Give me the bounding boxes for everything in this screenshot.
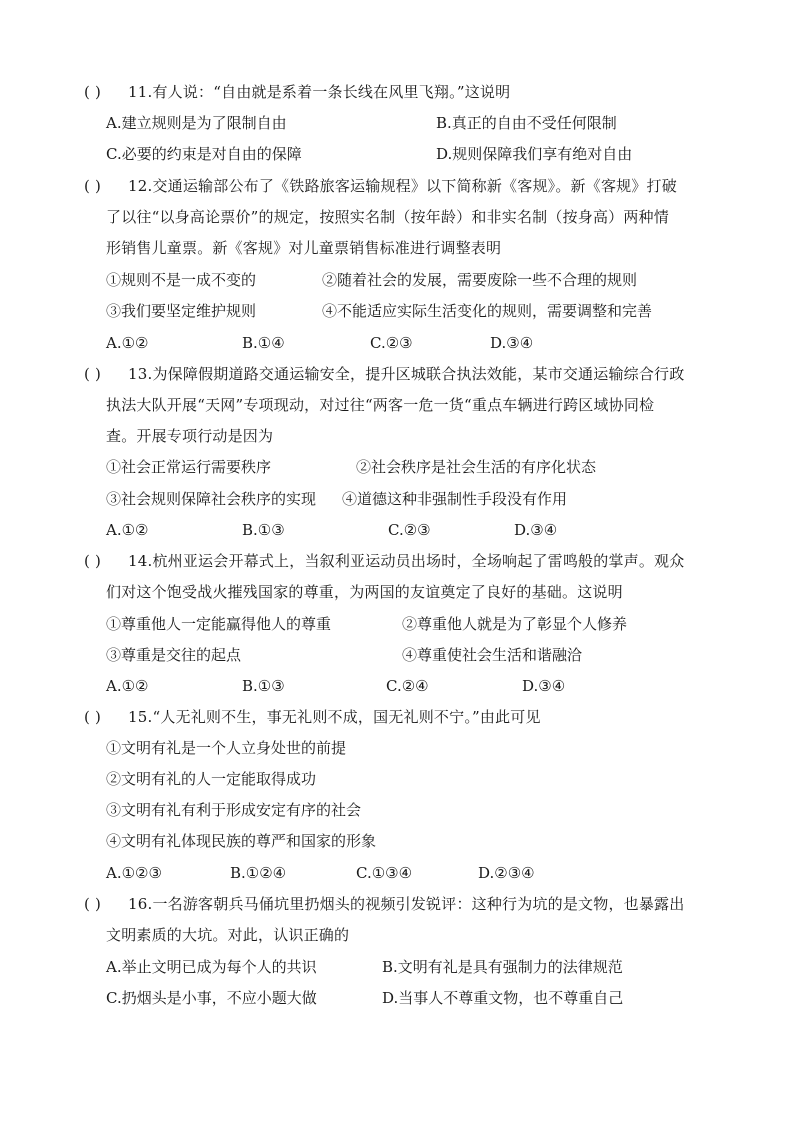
question-13-stem-line-2: 执法大队开展“天网”专项现动，对过往“两客一危一货“重点车辆进行跨区域协同检 xyxy=(106,396,655,414)
answer-parenthesis: ( ) xyxy=(84,708,102,726)
question-12-stem-line-2: 了以往“以身高论票价”的规定，按照实名制（按年龄）和非实名制（按身高）两种情 xyxy=(106,208,669,226)
question-14-option-a: A.①② xyxy=(106,677,149,695)
question-12-stem-line-3: 形销售儿童票。新《客规》对儿童票销售标准进行调整表明 xyxy=(106,239,502,257)
answer-parenthesis: ( ) xyxy=(84,177,102,195)
question-14-stem-line-1: ( ) 14.杭州亚运会开幕式上，当叙利亚运动员出场时，全场响起了雷鸣般的掌声。观众 xyxy=(84,552,685,570)
question-13-option-d: D.③④ xyxy=(514,521,558,539)
question-16-stem-line-2: 文明素质的大坑。对此，认识正确的 xyxy=(106,926,350,944)
question-11-stem: ( ) 11.有人说：“自由就是系着一条长线在风里飞翔。”这说明 xyxy=(84,83,511,101)
question-12-statement-2: ②随着社会的发展，需要废除一些不合理的规则 xyxy=(322,271,638,289)
question-13-option-a: A.①② xyxy=(106,521,149,539)
question-13-statement-1: ①社会正常运行需要秩序 xyxy=(106,458,272,476)
question-16-option-b: B.文明有礼是具有强制力的法律规范 xyxy=(382,958,623,976)
question-14-statement-4: ④尊重使社会生活和谐融洽 xyxy=(402,646,583,664)
question-14-option-d: D.③④ xyxy=(522,677,566,695)
question-12-statement-3: ③我们要坚定维护规则 xyxy=(106,302,257,320)
question-11-option-d: D.规则保障我们享有绝对自由 xyxy=(436,145,633,163)
question-14-option-c: C.②④ xyxy=(386,677,429,695)
question-15-option-b: B.①②④ xyxy=(230,864,287,882)
question-13-option-c: C.②③ xyxy=(388,521,431,539)
question-13-statement-3: ③社会规则保障社会秩序的实现 xyxy=(106,490,317,508)
question-16-option-d: D.当事人不尊重文物，也不尊重自己 xyxy=(382,989,624,1007)
question-13-statement-4: ④道德这种非强制性手段没有作用 xyxy=(342,490,568,508)
question-16-stem-line-1: ( ) 16.一名游客朝兵马俑坑里扔烟头的视频引发锐评：这种行为坑的是文物，也暴露出 xyxy=(84,895,685,913)
question-14-option-b: B.①③ xyxy=(242,677,285,695)
question-12-option-b: B.①④ xyxy=(242,334,285,352)
question-16-option-c: C.扔烟头是小事，不应小题大做 xyxy=(106,989,317,1007)
question-15-statement-1: ①文明有礼是一个人立身处世的前提 xyxy=(106,739,347,757)
question-15-option-a: A.①②③ xyxy=(106,864,162,882)
question-12-statement-4: ④不能适应实际生活变化的规则，需要调整和完善 xyxy=(322,302,653,320)
question-12-option-a: A.①② xyxy=(106,334,149,352)
question-13-stem-line-3: 查。开展专项行动是因为 xyxy=(106,427,274,445)
question-15-option-c: C.①③④ xyxy=(356,864,413,882)
question-15-statement-3: ③文明有礼有利于形成安定有序的社会 xyxy=(106,801,362,819)
question-15-option-d: D.②③④ xyxy=(478,864,535,882)
question-14-statement-3: ③尊重是交往的起点 xyxy=(106,646,242,664)
question-12-statement-1: ①规则不是一成不变的 xyxy=(106,271,257,289)
question-15-stem: ( ) 15.“人无礼则不生，事无礼则不成，国无礼则不宁。”由此可见 xyxy=(84,708,541,726)
question-15-statement-4: ④文明有礼体现民族的尊严和国家的形象 xyxy=(106,832,377,850)
question-13-option-b: B.①③ xyxy=(242,521,285,539)
question-14-stem-line-2: 们对这个饱受战火摧残国家的尊重，为两国的友谊奠定了良好的基础。这说明 xyxy=(106,583,623,601)
answer-parenthesis: ( ) xyxy=(84,895,102,913)
question-11-option-a: A.建立规则是为了限制自由 xyxy=(106,114,287,132)
answer-parenthesis: ( ) xyxy=(84,83,102,101)
question-14-statement-2: ②尊重他人就是为了彰显个人修养 xyxy=(402,615,628,633)
answer-parenthesis: ( ) xyxy=(84,365,102,383)
question-11-option-c: C.必要的约束是对自由的保障 xyxy=(106,145,302,163)
question-12-option-d: D.③④ xyxy=(490,334,534,352)
question-12-option-c: C.②③ xyxy=(370,334,413,352)
question-13-stem-line-1: ( ) 13.为保障假期道路交通运输安全，提升区城联合执法效能，某市交通运输综合行政 xyxy=(84,365,685,383)
question-13-statement-2: ②社会秩序是社会生活的有序化状态 xyxy=(356,458,597,476)
question-12-stem-line-1: ( ) 12.交通运输部公布了《铁路旅客运输规程》以下简称新《客规》。新《客规》打破 xyxy=(84,177,677,195)
question-14-statement-1: ①尊重他人一定能赢得他人的尊重 xyxy=(106,615,332,633)
question-16-option-a: A.举止文明已成为每个人的共识 xyxy=(106,958,317,976)
question-15-statement-2: ②文明有礼的人一定能取得成功 xyxy=(106,770,317,788)
answer-parenthesis: ( ) xyxy=(84,552,102,570)
question-11-option-b: B.真正的自由不受任何限制 xyxy=(436,114,617,132)
